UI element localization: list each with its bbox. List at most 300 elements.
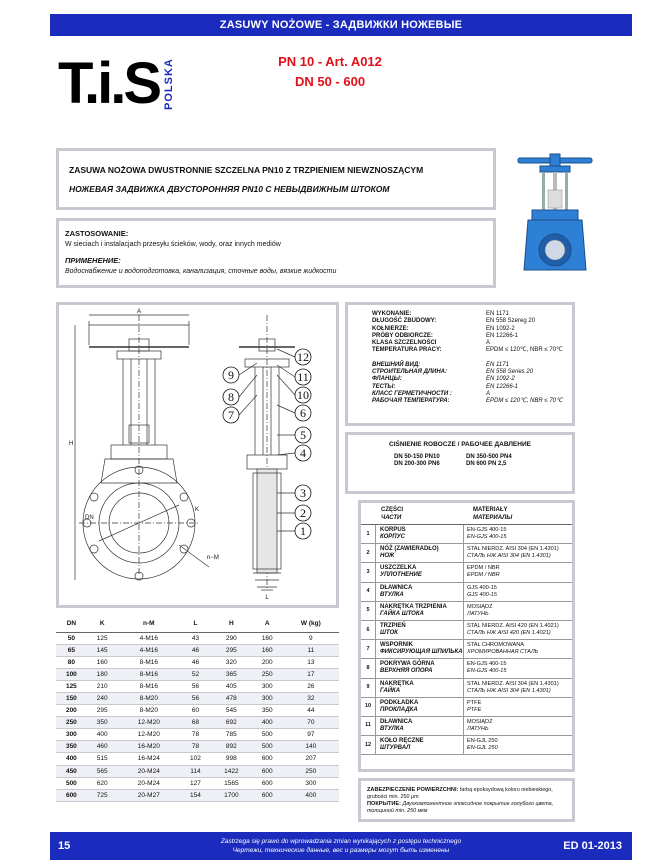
spec-key: КЛАСС ГЕРМЕТИЧНОСТИ :	[372, 390, 452, 397]
parts-row	[361, 640, 572, 659]
parts-row	[361, 717, 572, 736]
dimensions-cell: 127	[180, 777, 211, 789]
dimensions-cell: 160	[252, 632, 283, 644]
part-number: 9	[366, 684, 370, 691]
dimensions-cell: 4-M16	[118, 644, 181, 656]
dimensions-row	[56, 729, 339, 741]
spec-row	[372, 384, 564, 391]
dimensions-cell: 460	[87, 741, 118, 753]
part-material-ru: EN-GJL 250	[467, 745, 498, 752]
dimensions-cell: 16-M24	[118, 753, 181, 765]
part-material	[463, 525, 572, 543]
part-material-pl: STAL NIERDZ. AISI 304 (EN 1.4301)	[467, 546, 559, 553]
callout-9: 9	[228, 368, 234, 382]
part-material-pl: STAL NIERDZ. AISI 304 (EN 1.4301)	[467, 680, 559, 687]
header-bar	[50, 14, 632, 36]
dimensions-column-header: L	[180, 616, 211, 632]
part-name-pl: POKRYWA GÓRNA	[380, 661, 435, 668]
part-name-ru: ВЕРХНЯЯ ОПОРА	[380, 668, 433, 675]
spec-value: EPDM ≤ 120℃, NBR ≤ 70℃	[486, 398, 563, 405]
dimensions-body	[56, 632, 339, 801]
dimensions-cell: 1422	[211, 765, 252, 777]
dimensions-cell: 400	[56, 753, 87, 765]
dimensions-cell: 145	[87, 644, 118, 656]
part-material-pl: EN-GJL 250	[467, 738, 498, 745]
callout-1: 1	[300, 524, 306, 538]
part-number: 8	[366, 664, 370, 671]
part-name-ru: КОРПУС	[380, 534, 405, 541]
dimensions-cell: 300	[283, 777, 339, 789]
valve-drawing-svg	[59, 305, 336, 605]
dimensions-cell: 600	[252, 753, 283, 765]
dimensions-cell: 78	[180, 729, 211, 741]
edition: ED 01-2013	[563, 840, 622, 852]
parts-table	[358, 500, 575, 772]
dimensions-cell: 20-M24	[118, 777, 181, 789]
part-name-pl: KOŁO RĘCZNE	[380, 738, 424, 745]
dimensions-cell: 9	[283, 632, 339, 644]
product-size-range: DN 50 - 600	[294, 74, 366, 89]
pressure-item: DN 350-500 PN4	[466, 454, 512, 460]
parts-row	[361, 736, 572, 755]
part-number: 11	[365, 722, 371, 729]
part-material-pl: PTFE	[467, 699, 482, 706]
spec-value: A	[486, 340, 491, 347]
spec-value: EN 1092-2	[486, 376, 515, 383]
dimensions-cell: 785	[211, 729, 252, 741]
part-material-ru: EPDM / NBR	[467, 572, 500, 579]
coating-ru-title: ПОКРЫТИЕ:	[367, 801, 402, 807]
dimensions-column-header: W (kg)	[283, 616, 339, 632]
dimensions-cell: 600	[252, 765, 283, 777]
coating-pl-title: ZABEZPIECZENIE POWIERZCHNI:	[367, 787, 459, 793]
spec-key: KLASA SZCZELNOŚCI	[372, 340, 437, 347]
dimensions-cell: 4-M16	[118, 632, 181, 644]
parts-head-mat-pl: MATERIAŁY	[473, 506, 508, 513]
dimensions-cell: 725	[87, 789, 118, 801]
dimensions-row	[56, 632, 339, 644]
dimensions-cell: 350	[252, 705, 283, 717]
callout-10: 10	[297, 388, 309, 402]
dim-label-nm: n−M	[207, 555, 219, 561]
part-number: 1	[366, 530, 370, 537]
part-name	[375, 640, 463, 658]
part-material-pl: STAL CHROMOWANA	[467, 642, 524, 649]
part-name-ru: ФИКСИРУЮЩАЯ ШПИЛЬКА	[380, 649, 463, 656]
part-name	[375, 736, 463, 754]
parts-row	[361, 659, 572, 678]
dimensions-row	[56, 765, 339, 777]
pressure-item: DN 200-300 PN6	[394, 461, 440, 467]
dimensions-cell: 65	[56, 644, 87, 656]
part-material-pl: EN-GJS 400-15	[467, 661, 507, 668]
footer-bar	[50, 832, 632, 860]
part-number: 4	[366, 588, 370, 595]
part-name	[375, 621, 463, 639]
part-material-pl: EN-GJS 400-15	[467, 527, 507, 534]
pressure-box	[345, 432, 575, 494]
part-name-ru: ВТУЛКА	[380, 725, 404, 732]
dimensions-cell: 180	[87, 668, 118, 680]
callout-2: 2	[300, 506, 306, 520]
dimensions-cell: 68	[180, 717, 211, 729]
spec-key: СТРОИТЕЛЬНАЯ ДЛИНА:	[372, 369, 448, 376]
product-pressure-article: PN 10 - Art. A012	[278, 54, 382, 69]
part-material	[463, 563, 572, 581]
part-material	[463, 736, 572, 754]
part-name-ru: ВТУЛКА	[380, 591, 404, 598]
spec-box	[345, 302, 575, 426]
dim-label-a: A	[136, 309, 142, 315]
dimensions-cell: 50	[56, 632, 87, 644]
part-number: 10	[364, 703, 372, 710]
part-name-pl: NAKRĘTKA	[380, 680, 414, 687]
part-material	[463, 659, 572, 677]
dimensions-cell: 160	[252, 644, 283, 656]
spec-value: A	[486, 390, 491, 397]
spec-row	[372, 362, 564, 369]
dimensions-cell: 100	[56, 668, 87, 680]
dimensions-cell: 140	[283, 741, 339, 753]
dimensions-cell: 620	[87, 777, 118, 789]
spec-key: KOŁNIERZE:	[372, 325, 409, 332]
dimensions-cell: 46	[180, 644, 211, 656]
application-pl-title: ZASTOSOWANIE:	[65, 229, 129, 238]
dimensions-row	[56, 717, 339, 729]
part-number: 6	[366, 626, 370, 633]
part-name-ru: ГАЙКА ШТОКА	[380, 610, 424, 617]
parts-header	[361, 503, 572, 525]
dimensions-cell: 150	[56, 692, 87, 704]
dim-label-l: L	[265, 595, 269, 601]
dimensions-cell: 365	[211, 668, 252, 680]
part-name-pl: DŁAWNICA	[380, 584, 413, 591]
part-material-pl: GJS 400-15	[467, 584, 497, 591]
parts-row	[361, 544, 572, 563]
description-pl: ZASUWA NOŻOWA DWUSTRONNIE SZCZELNA PN10 Z TRZPIENIEM NIEWZNOSZĄCYM	[69, 165, 424, 175]
dimensions-row	[56, 789, 339, 801]
part-name-pl: WSPORNIK	[380, 642, 413, 649]
part-number: 7	[366, 645, 370, 652]
part-name	[375, 563, 463, 581]
technical-drawing	[56, 302, 339, 608]
dimensions-cell: 20-M24	[118, 765, 181, 777]
footer-note-pl: Zastrzega się prawo do wprowadzania zmian wynikających z postępu technicznego	[220, 838, 462, 845]
pressure-item: DN 50-150 PN10	[394, 454, 440, 460]
part-number: 5	[366, 607, 370, 614]
spec-value: EN 558 Szereg 20	[486, 318, 536, 325]
logo-subtext: POLSKA	[163, 58, 175, 110]
part-name-pl: NAKRĘTKA TRZPIENIA	[380, 603, 447, 610]
parts-head-name-ru: ЧАСТИ	[381, 514, 402, 521]
part-material-ru: EN-GJS 400-15	[467, 534, 507, 541]
dimensions-cell: 20-M27	[118, 789, 181, 801]
parts-row	[361, 698, 572, 717]
part-material	[463, 679, 572, 697]
dimensions-cell: 200	[56, 705, 87, 717]
part-material-ru: ХРОМИРОВАННАЯ СТАЛЬ	[467, 649, 539, 656]
dimensions-cell: 8-M16	[118, 680, 181, 692]
part-name	[375, 717, 463, 735]
dimensions-cell: 405	[211, 680, 252, 692]
part-material-pl: MOSIĄDZ	[467, 603, 493, 610]
coating-box	[358, 778, 575, 822]
dimensions-cell: 692	[211, 717, 252, 729]
spec-row	[372, 376, 564, 383]
dimensions-header	[56, 616, 339, 632]
part-number: 12	[364, 741, 372, 748]
part-name	[375, 583, 463, 601]
description-box	[56, 148, 496, 210]
part-name-pl: KORPUS	[380, 527, 406, 534]
dimensions-cell: 515	[87, 753, 118, 765]
dimensions-cell: 11	[283, 644, 339, 656]
part-material-pl: STAL NIERDZ. AISI 420 (EN 1.4021)	[467, 623, 559, 630]
dimensions-cell: 250	[56, 717, 87, 729]
dimensions-row	[56, 705, 339, 717]
page-number: 15	[58, 840, 71, 852]
coating-ru-text: Двухкомпонентное эпоксидное покрытие голубого цвета, толщиной min. 250 мкм	[367, 801, 554, 814]
application-box	[56, 218, 496, 288]
spec-row	[372, 326, 564, 333]
spec-value: EN 558 Series 20	[486, 369, 534, 376]
dimensions-cell: 250	[252, 668, 283, 680]
parts-head-name-pl: CZĘŚCI	[381, 506, 404, 513]
part-material-ru: EN-GJS 400-15	[467, 668, 507, 675]
logo-text: T.i.S	[58, 51, 160, 116]
dimensions-row	[56, 753, 339, 765]
part-material	[463, 698, 572, 716]
dimensions-row	[56, 644, 339, 656]
dimensions-cell: 200	[252, 656, 283, 668]
part-material	[463, 544, 572, 562]
spec-key: ВНЕШНИЙ ВИД:	[372, 361, 421, 368]
spec-row	[372, 369, 564, 376]
spec-key: DŁUGOŚĆ ZBUDOWY:	[372, 318, 437, 325]
spec-value: EN 12266-1	[486, 383, 519, 390]
part-number: 2	[366, 549, 370, 556]
dimensions-cell: 300	[252, 680, 283, 692]
part-name	[375, 544, 463, 562]
spec-row	[372, 318, 564, 325]
part-name-pl: TRZPIEŃ	[380, 623, 406, 630]
part-material	[463, 583, 572, 601]
part-material-ru: PTFE	[467, 706, 482, 713]
dimensions-cell: 17	[283, 668, 339, 680]
spec-list-ru	[372, 362, 564, 406]
spec-list-pl	[372, 311, 564, 355]
part-material-ru: ЛАТУНЬ	[467, 610, 489, 617]
dim-label-k: K	[195, 507, 200, 513]
dimensions-cell: 1565	[211, 777, 252, 789]
dimensions-cell: 8-M20	[118, 705, 181, 717]
part-material	[463, 621, 572, 639]
callout-6: 6	[300, 406, 306, 420]
part-material-ru: ЛАТУНЬ	[467, 725, 489, 732]
dimensions-cell: 32	[283, 692, 339, 704]
application-ru-text: Водоснабжение и водоподготовка, канализация, сточные воды, вязкие жидкости	[65, 268, 337, 275]
dimensions-cell: 16-M20	[118, 741, 181, 753]
coating-pl-text: farbą epoksydową koloru niebieskiego, grubości min. 250 μm	[367, 787, 553, 800]
header-title: ZASUWY NOŻOWE - ЗАДВИЖКИ НОЖЕВЫЕ	[219, 19, 463, 31]
part-material-ru: СТАЛЬ НЖ AISI 304 (EN 1.4301)	[467, 553, 551, 560]
dimensions-cell: 60	[180, 705, 211, 717]
spec-row	[372, 347, 564, 354]
footer-note-ru: Чертежи, технические данные, вес и размеры могут быть изменены	[232, 847, 450, 854]
dimensions-cell: 450	[56, 765, 87, 777]
pressure-item: DN 600 PN 2,5	[466, 461, 507, 467]
spec-row	[372, 398, 564, 405]
dimensions-cell: 78	[180, 741, 211, 753]
dim-label-h: H	[69, 441, 74, 447]
dimensions-column-header: K	[87, 616, 118, 632]
spec-key: РАБОЧАЯ ТЕМПЕРАТУРА:	[372, 398, 450, 405]
dimensions-cell: 125	[56, 680, 87, 692]
dimensions-cell: 350	[56, 741, 87, 753]
part-material	[463, 602, 572, 620]
spec-key: PRÓBY ODBIORCZE:	[372, 332, 433, 339]
dimensions-row	[56, 680, 339, 692]
spec-value: EN 1171	[486, 311, 509, 317]
spec-key: WYKONANIE:	[372, 311, 412, 317]
part-name	[375, 659, 463, 677]
description-ru: НОЖЕВАЯ ЗАДВИЖКА ДВУСТОРОННЯЯ PN10 С НЕВЫДВИЖНЫМ ШТОКОМ	[69, 184, 390, 194]
dimensions-cell: 478	[211, 692, 252, 704]
dimensions-cell: 545	[211, 705, 252, 717]
dimensions-cell: 46	[180, 656, 211, 668]
part-name-ru: ГАЙКА	[380, 687, 401, 694]
part-name-ru: ПРОКЛАДКА	[380, 706, 418, 713]
dimensions-cell: 300	[56, 729, 87, 741]
dimensions-cell: 102	[180, 753, 211, 765]
part-material-pl: MOSIĄDZ	[467, 718, 493, 725]
dimensions-cell: 80	[56, 656, 87, 668]
dimensions-row	[56, 656, 339, 668]
parts-row	[361, 602, 572, 621]
application-ru-title: ПРИМЕНЕНИЕ:	[65, 256, 121, 265]
dimensions-cell: 160	[87, 656, 118, 668]
part-name	[375, 525, 463, 543]
dimensions-cell: 892	[211, 741, 252, 753]
dimensions-cell: 114	[180, 765, 211, 777]
dimensions-cell: 600	[56, 789, 87, 801]
parts-row	[361, 583, 572, 602]
part-material-ru: GJS 400-15	[467, 591, 497, 598]
spec-key: ТЕСТЫ:	[372, 383, 396, 390]
dimensions-cell: 600	[252, 789, 283, 801]
dimensions-cell: 240	[87, 692, 118, 704]
company-logo	[58, 44, 188, 124]
dimensions-row	[56, 741, 339, 753]
pressure-title: CIŚNIENIE ROBOCZE / РАБОЧЕЕ ДАВЛЕНИЕ	[389, 441, 531, 448]
dimensions-cell: 154	[180, 789, 211, 801]
part-material	[463, 717, 572, 735]
dimensions-cell: 56	[180, 692, 211, 704]
spec-key: TEMPERATURA PRACY:	[372, 347, 442, 354]
part-name-pl: DŁAWNICA	[380, 718, 413, 725]
dimensions-cell: 207	[283, 753, 339, 765]
part-name-ru: НОЖ	[380, 553, 395, 560]
part-name-ru: ШТУРВАЛ	[380, 745, 411, 752]
part-name-ru: ШТОК	[380, 630, 398, 637]
callout-8: 8	[228, 390, 234, 404]
dimensions-cell: 8-M16	[118, 656, 181, 668]
dimensions-cell: 52	[180, 668, 211, 680]
dimensions-cell: 290	[211, 632, 252, 644]
part-material-ru: СТАЛЬ НЖ AISI 420 (EN 1.4021)	[467, 630, 551, 637]
part-name	[375, 602, 463, 620]
dimensions-cell: 12-M20	[118, 717, 181, 729]
callout-5: 5	[300, 428, 306, 442]
callout-12: 12	[297, 350, 309, 364]
dimensions-table	[56, 616, 339, 802]
dimensions-column-header: n-M	[118, 616, 181, 632]
dimensions-cell: 600	[252, 777, 283, 789]
dimensions-column-header: DN	[56, 616, 87, 632]
dimensions-cell: 8-M20	[118, 692, 181, 704]
dimensions-cell: 1700	[211, 789, 252, 801]
spec-row	[372, 340, 564, 347]
dimensions-cell: 500	[252, 729, 283, 741]
spec-value: EN 1171	[486, 361, 509, 368]
callout-4: 4	[300, 446, 306, 460]
parts-row	[361, 563, 572, 582]
dimensions-cell: 13	[283, 656, 339, 668]
spec-value: EN 1092-2	[486, 325, 515, 332]
dimensions-cell: 295	[211, 644, 252, 656]
spec-value: EPDM ≤ 120℃, NBR ≤ 70℃	[486, 347, 563, 354]
spec-value: EN 12266-1	[486, 332, 519, 339]
parts-row	[361, 525, 572, 544]
part-name-pl: USZCZELKA	[380, 565, 417, 572]
dimensions-cell: 295	[87, 705, 118, 717]
application-pl-text: W sieciach i instalacjach przesyłu ścieków, wody, oraz innych mediów	[65, 241, 281, 248]
parts-head-mat-ru: МАТЕРИАЛЫ	[473, 514, 513, 521]
dimensions-cell: 998	[211, 753, 252, 765]
dimensions-cell: 400	[252, 717, 283, 729]
part-name	[375, 679, 463, 697]
parts-body	[361, 525, 572, 755]
part-material-ru: СТАЛЬ НЖ AISI 304 (EN 1.4301)	[467, 687, 551, 694]
valve-photo	[510, 150, 600, 290]
part-name-pl: PODKŁADKA	[380, 699, 419, 706]
dimensions-row	[56, 777, 339, 789]
dimensions-row	[56, 692, 339, 704]
spec-key: ФЛАНЦЫ:	[372, 376, 402, 383]
callout-11: 11	[297, 370, 309, 384]
dimensions-row	[56, 668, 339, 680]
part-name-ru: УПЛОТНЕНИЕ	[380, 572, 422, 579]
dimensions-cell: 125	[87, 632, 118, 644]
dimensions-cell: 70	[283, 717, 339, 729]
callout-3: 3	[300, 486, 306, 500]
part-number: 3	[366, 568, 370, 575]
dimensions-cell: 565	[87, 765, 118, 777]
part-material-pl: EPDM / NBR	[467, 565, 500, 572]
dimensions-cell: 320	[211, 656, 252, 668]
dimensions-cell: 500	[56, 777, 87, 789]
dimensions-cell: 400	[87, 729, 118, 741]
dimensions-cell: 12-M20	[118, 729, 181, 741]
part-name	[375, 698, 463, 716]
dimensions-cell: 350	[87, 717, 118, 729]
dimensions-cell: 250	[283, 765, 339, 777]
dimensions-cell: 300	[252, 692, 283, 704]
dimensions-cell: 97	[283, 729, 339, 741]
dimensions-cell: 43	[180, 632, 211, 644]
callout-7: 7	[228, 408, 234, 422]
dim-label-dn: DN	[85, 515, 94, 521]
